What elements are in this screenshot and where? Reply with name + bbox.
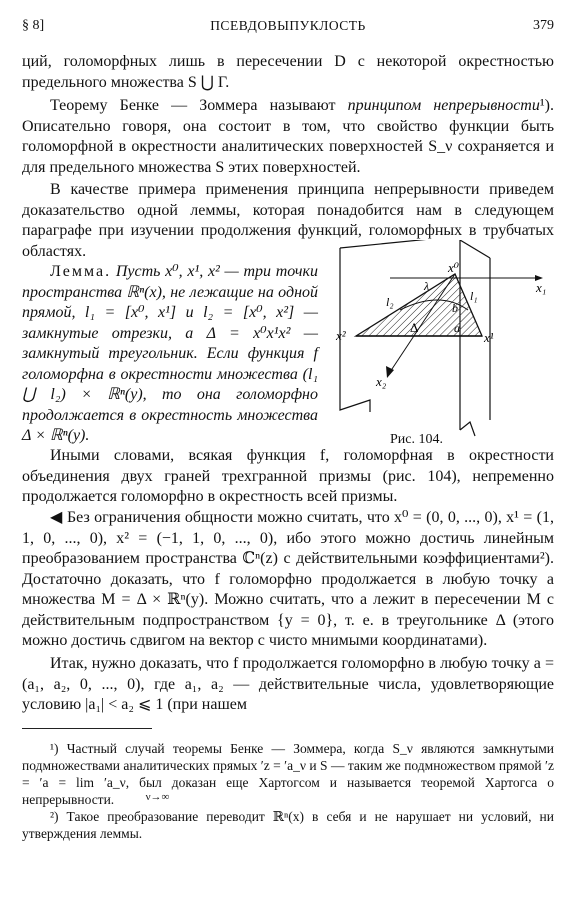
label-l1: l₁: [470, 289, 478, 303]
section-number: § 8]: [22, 18, 45, 33]
triangle-delta: [356, 274, 482, 336]
figure-104-prism: [330, 240, 556, 470]
paragraph-text: Итак, нужно доказать, что f продолжается голоморфно в любую точку a = (a₁, a₂, 0, ..., 0), где a₁, a₂ — действительные числа, удовлетворяющие условию |a₁| < a₂ ⩽ 1 (при нашем: [22, 655, 554, 713]
paragraph-text: Иными словами, всякая функция f, голоморфная в окрестности объединения двух граней трехгранной призмы (рис. 104), непременно продолжается голоморфно в окрестность всей призмы.: [22, 447, 554, 505]
footnote-text: ²) Такое преобразование переводит ℝⁿ(x) в себя и не нарушает ни условий, ни утверждения леммы.: [22, 809, 554, 841]
footnotes: [22, 740, 554, 842]
footnote-2: [22, 808, 554, 842]
paragraph-5: [22, 508, 554, 652]
paragraph-text: Теорему Бенке — Зоммера называют: [50, 97, 348, 114]
footnote-1: [22, 740, 554, 808]
lim-subscript: ν→∞: [145, 791, 170, 803]
paragraph-text: В качестве примера применения принципа непрерывности приведем доказательство одной леммы, которая понадобится нам в следующем параграфе при изучении продолжения функций, голоморфных в трубчатых областях.: [22, 181, 554, 260]
prism-top-edge: [340, 240, 460, 248]
figure-caption: Рис. 104.: [390, 432, 443, 447]
label-l2: l₂: [386, 295, 394, 309]
label-a: a: [454, 321, 460, 335]
prism-bottom-edge: [460, 422, 475, 436]
label-axis-x2: x₂: [376, 374, 387, 389]
paragraph-text: ¹). Описательно говоря, она состоит в том, что свойство функции быть голоморфной в окрестности аналитических поверхностей S_ν сохраняется и для предельного множества S этих поверхностей.: [22, 97, 554, 176]
paragraph-text: ций, голоморфных лишь в пересечении D с некоторой окрестностью предельного множества S ⋃ Γ.: [22, 53, 554, 91]
label-x1: x¹: [484, 330, 494, 345]
paragraph-text: ◀ Без ограничения общности можно считать, что x⁰ = (0, 0, ..., 0), x¹ = (1, 1, 0, ..., 0), x² = (−1, 1, 0, ..., 0), ибо этого можно достичь линейным преобразованием пространства ℂⁿ(z) с действительными коэффициентами²). Достаточно доказать, что f голоморфно продолжается в любую точку a множества M = Δ × ℝⁿ(y). Можно считать, что a лежит в пересечении M с действительным подпространством {y = 0}, т. е. в треугольнике Δ (этого можно достичь сдвигом на вектор с чисто мнимыми координатами).: [22, 509, 554, 649]
prism-right-top-edge: [460, 240, 490, 258]
paragraph-2: [22, 96, 554, 178]
running-header: [22, 18, 554, 38]
footnote-rule: [22, 728, 152, 729]
label-x2: x²: [336, 328, 346, 343]
lemma: [22, 262, 318, 447]
label-x0: x⁰: [448, 260, 459, 275]
label-b: b: [452, 301, 458, 315]
label-delta: Δ: [410, 320, 419, 335]
term-principle-of-continuity: принципом непрерывности: [347, 97, 540, 114]
running-title: ПСЕВДОВЫПУКЛОСТЬ: [210, 18, 366, 33]
lemma-label: Лемма.: [50, 263, 112, 280]
paragraph-1: [22, 52, 554, 93]
label-axis-x1: x₁: [536, 280, 547, 295]
label-lambda: λ: [424, 279, 430, 293]
footnote-text: ¹) Частный случай теоремы Бенке — Зоммера, когда S_ν являются замкнутыми подмножествами аналитических прямых ′z = ′a_ν и S — таким же подмножеством прямой ′z = ′a = lim ′a_ν, был доказан еще Хартогсом и называется теоремой Хартогса о непрерывности.: [22, 741, 554, 807]
page-number: 379: [533, 18, 554, 33]
lemma-statement: Пусть x⁰, x¹, x² — три точки пространства ℝⁿ(x), не лежащие на одной прямой, l₁ = [x⁰, x¹] и l₂ = [x⁰, x²] — замкнутые отрезки, а Δ = x⁰x¹x² — замкнутый треугольник. Если функция f голоморфна в окрестности множества (l₁ ⋃ l₂) × ℝⁿ(y), то она голоморфно продолжается в окрестность множества Δ × ℝⁿ(y).: [22, 263, 319, 444]
paragraph-6: [22, 654, 554, 716]
